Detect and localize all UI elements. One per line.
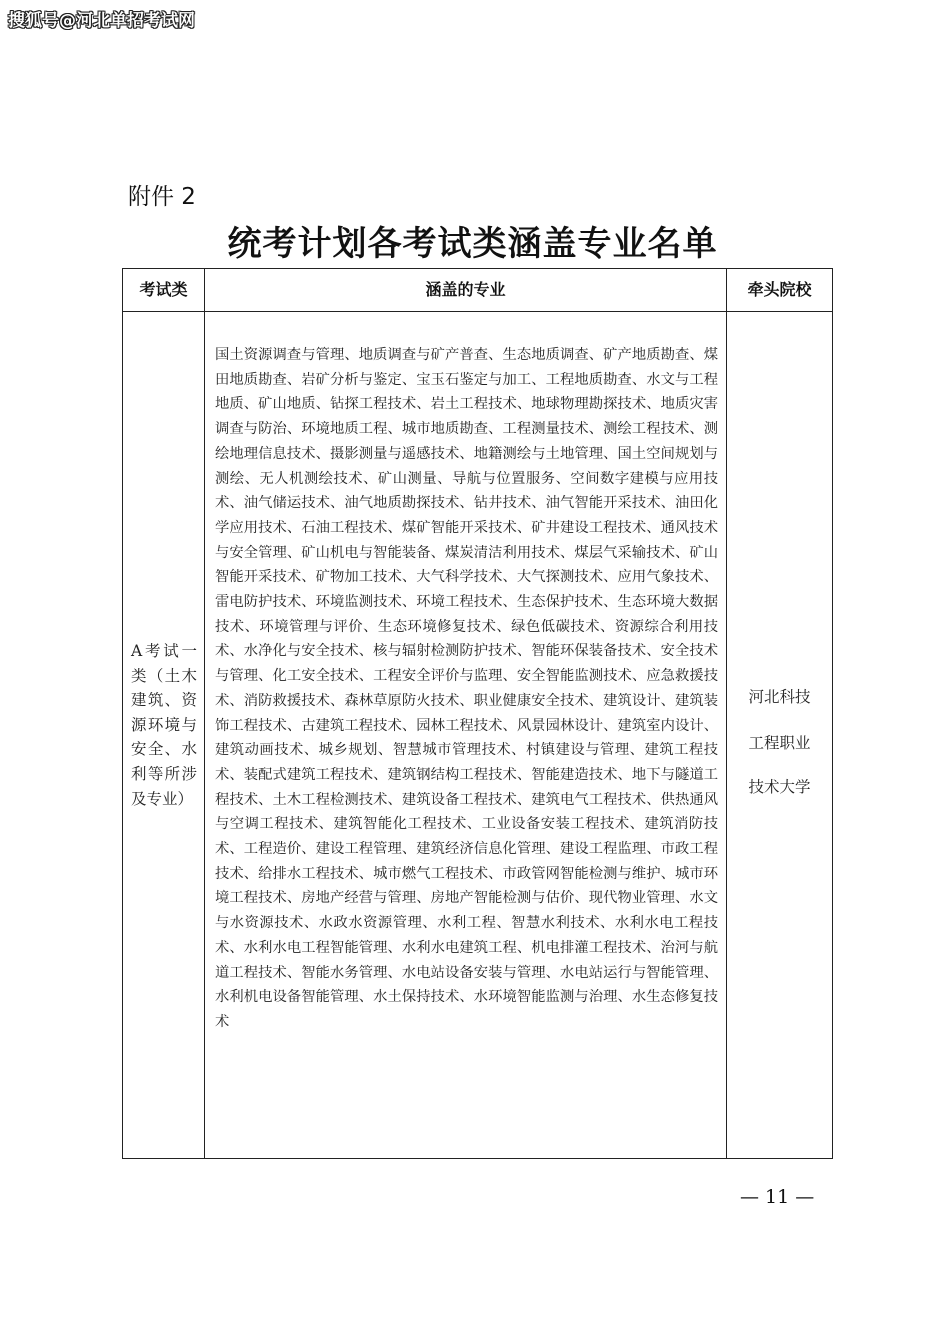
header-lead-school: 牵头院校 xyxy=(747,280,812,299)
lead-school-line-3: 技术大学 xyxy=(748,778,811,796)
attachment-label: 附件 2 xyxy=(128,184,196,210)
page-number: — 11 — xyxy=(740,1186,815,1208)
major-list-table xyxy=(122,268,833,1159)
lead-school-line-2: 工程职业 xyxy=(748,734,811,752)
header-covered-majors: 涵盖的专业 xyxy=(425,280,506,299)
lead-school-line-1: 河北科技 xyxy=(748,688,811,706)
header-exam-category: 考试类 xyxy=(139,280,188,299)
exam-category-cell: A考试一类（土木建筑、资源环境与安全、水利等所涉及专业） xyxy=(131,642,197,808)
document-title: 统考计划各考试类涵盖专业名单 xyxy=(227,224,718,264)
covered-majors-cell: 国土资源调查与管理、地质调查与矿产普查、生态地质调查、矿产地质勘查、煤田地质勘查、岩矿分析与鉴定、宝玉石鉴定与加工、工程地质勘查、水文与工程地质、矿山地质、钻探工程技术、岩土工程技术、地球物理勘探技术、地质灾害调查与防治、环境地质工程、城市地质勘查、工程测量技术、测绘工程技术、测绘地理信息技术、摄影测量与遥感技术、地籍测绘与土地管理、国土空间规划与测绘、无人机测绘技术、矿山测量、导航与位置服务、空间数字建模与应用技术、油气储运技术、油气地质勘探技术、钻井技术、油气智能开采技术、油田化学应用技术、石油工程技术、煤矿智能开采技术、矿井建设工程技术、通风技术与安全管理、矿山机电与智能装备、煤炭清洁利用技术、煤层气采输技术、矿山智能开采技术、矿物加工技术、大气科学技术、大气探测技术、应用气象技术、雷电防护技术、环境监测技术、环境工程技术、生态保护技术、生态环境大数据技术、环境管理与评价、生态环境修复技术、绿色低碳技术、资源综合利用技术、水净化与安全技术、核与辐射检测防护技术、智能环保装备技术、安全技术与管理、化工安全技术、工程安全评价与监理、安全智能监测技术、应急救援技术、消防救援技术、森林草原防火技术、职业健康安全技术、建筑设计、建筑装饰工程技术、古建筑工程技术、园林工程技术、风景园林设计、建筑室内设计、建筑动画技术、城乡规划、智慧城市管理技术、村镇建设与管理、建筑工程技术、装配式建筑工程技术、建筑钢结构工程技术、智能建造技术、地下与隧道工程技术、土木工程检测技术、建筑设备工程技术、建筑电气工程技术、供热通风与空调工程技术、建筑智能化工程技术、工业设备安装工程技术、建筑消防技术、工程造价、建设工程管理、建筑经济信息化管理、建设工程监理、市政工程技术、给排水工程技术、城市燃气工程技术、市政管网智能检测与维护、城市环境工程技术、房地产经营与管理、房地产智能检测与估价、现代物业管理、水文与水资源技术、水政水资源管理、水利工程、智慧水利技术、水利水电工程技术、水利水电工程智能管理、水利水电建筑工程、机电排灌工程技术、治河与航道工程技术、智能水务管理、水电站设备安装与管理、水电站运行与智能管理、水利机电设备智能管理、水土保持技术、水环境智能监测与治理、水生态修复技术 xyxy=(215,347,718,1030)
table-header-divider xyxy=(123,311,832,312)
watermark-text: 搜狐号@河北单招考试网 xyxy=(8,11,195,31)
table-column-divider xyxy=(204,269,205,1158)
table-column-divider xyxy=(726,269,727,1158)
